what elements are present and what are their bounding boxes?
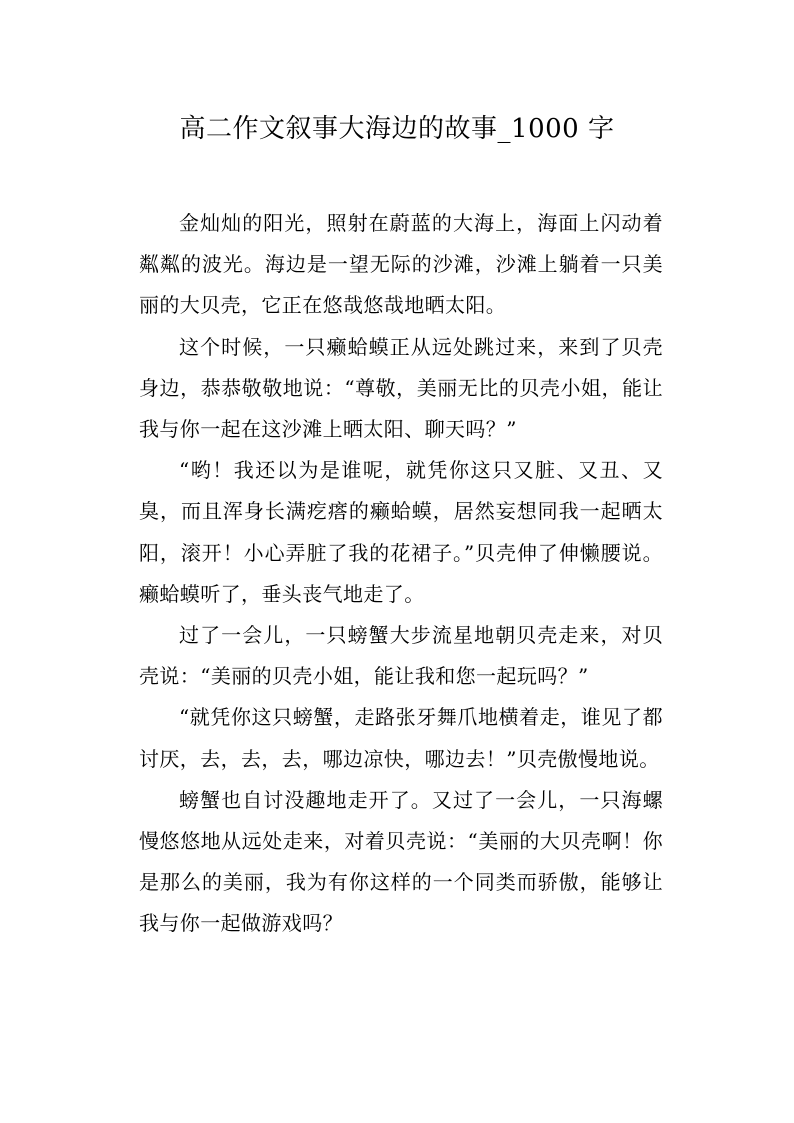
document-title: 高二作文叙事大海边的故事_1000 字 bbox=[179, 114, 615, 144]
paragraph-5: “就凭你这只螃蟹，走路张牙舞爪地横着走，谁见了都讨厌，去，去，去，哪边凉快，哪边去！”贝壳傲慢地说。 bbox=[139, 705, 663, 771]
document-body bbox=[139, 203, 663, 945]
paragraph-1: 金灿灿的阳光，照射在蔚蓝的大海上，海面上闪动着粼粼的波光。海边是一望无际的沙滩，沙滩上躺着一只美丽的大贝壳，它正在悠哉悠哉地晒太阳。 bbox=[139, 211, 663, 318]
paragraph-6: 螃蟹也自讨没趣地走开了。又过了一会儿，一只海螺慢悠悠地从远处走来，对着贝壳说：“美丽的大贝壳啊！你是那么的美丽，我为有你这样的一个同类而骄傲，能够让我与你一起做游戏吗？ bbox=[139, 787, 663, 936]
paragraph-2: 这个时候，一只癞蛤蟆正从远处跳过来，来到了贝壳身边，恭恭敬敬地说：“尊敬，美丽无比的贝壳小姐，能让我与你一起在这沙滩上晒太阳、聊天吗？” bbox=[139, 334, 663, 442]
paragraph-3: “哟！我还以为是谁呢，就凭你这只又脏、又丑、又臭，而且浑身长满疙瘩的癞蛤蟆，居然妄想同我一起晒太阳，滚开！小心弄脏了我的花裙子。”贝壳伸了伸懒腰说。癞蛤蟆听了，垂头丧气地走了。 bbox=[139, 458, 663, 606]
paragraph-4: 过了一会儿，一只螃蟹大步流星地朝贝壳走来，对贝壳说：“美丽的贝壳小姐，能让我和您一起玩吗？” bbox=[139, 623, 663, 689]
